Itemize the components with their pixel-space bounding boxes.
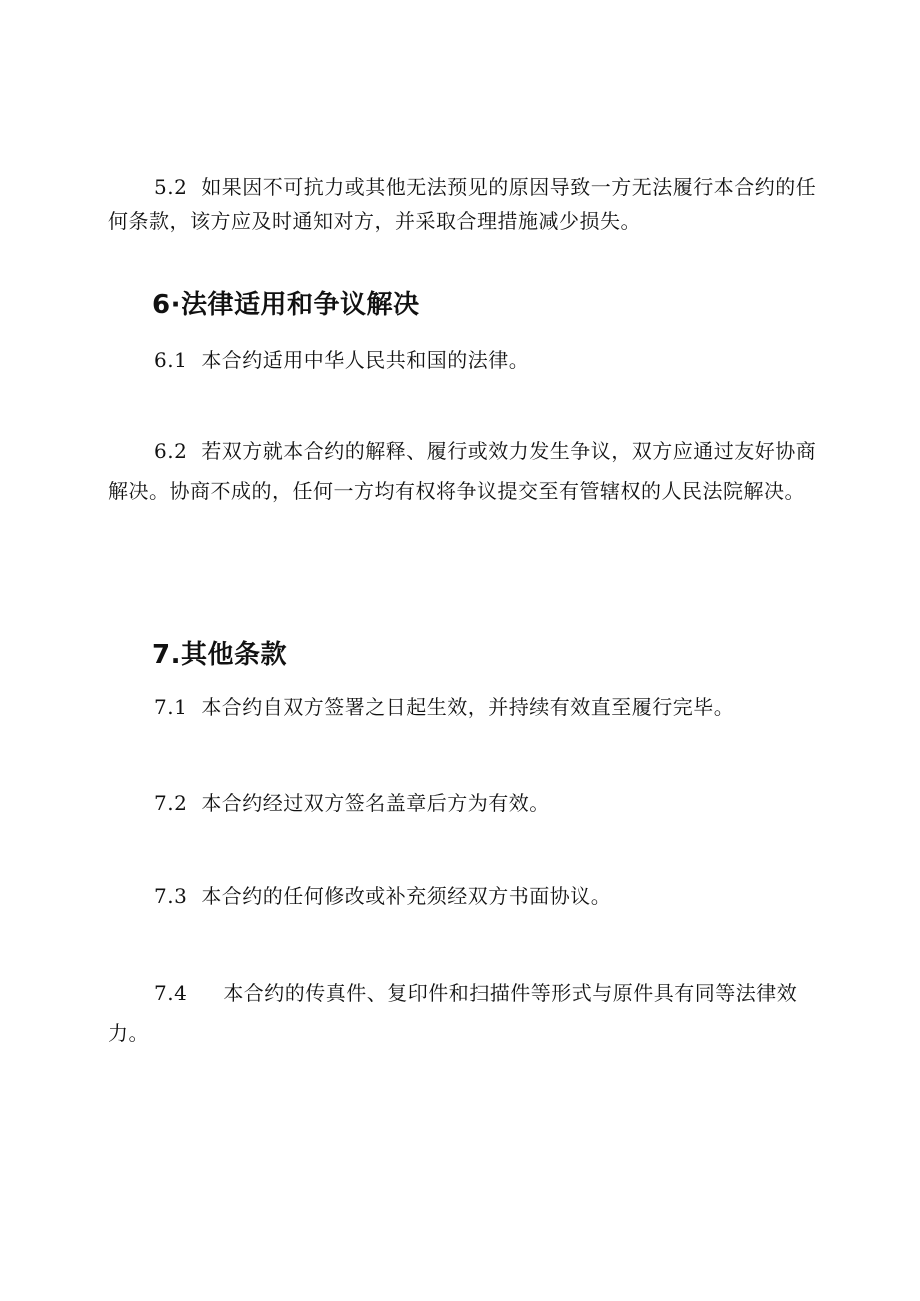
clause-text: 本合约适用中华人民共和国的法律。 — [201, 348, 530, 372]
clause-number: 7.3 — [154, 884, 188, 908]
clause-text: 本合约的任何修改或补充须经双方书面协议。 — [201, 884, 612, 908]
clause-7-1 — [108, 690, 820, 724]
clause-7-4 — [108, 973, 820, 1053]
clause-text: 若双方就本合约的解释、履行或效力发生争议，双方应通过友好协商解决。协商不成的，任何一方均有权将争议提交至有管辖权的人民法院解决。 — [108, 439, 817, 503]
clause-number: 5.2 — [154, 175, 188, 199]
clause-6-2 — [108, 431, 820, 511]
clause-number: 6.1 — [154, 348, 188, 372]
section-7-heading: 7.其他条款 — [152, 640, 287, 670]
clause-7-3 — [108, 879, 820, 913]
clause-6-1 — [108, 343, 820, 377]
clause-text: 本合约经过双方签名盖章后方为有效。 — [201, 791, 550, 815]
clause-number: 7.1 — [154, 695, 188, 719]
clause-number: 6.2 — [154, 439, 188, 463]
clause-5-2 — [108, 170, 820, 238]
clause-number: 7.4 — [154, 981, 188, 1005]
section-6-heading: 6·法律适用和争议解决 — [152, 290, 420, 320]
clause-7-2 — [108, 786, 820, 820]
clause-text: 本合约自双方签署之日起生效，并持续有效直至履行完毕。 — [201, 695, 735, 719]
clause-number: 7.2 — [154, 791, 188, 815]
clause-text: 本合约的传真件、复印件和扫描件等形式与原件具有同等法律效力。 — [108, 981, 798, 1045]
clause-text: 如果因不可抗力或其他无法预见的原因导致一方无法履行本合约的任何条款，该方应及时通知对方，并采取合理措施减少损失。 — [108, 175, 817, 233]
